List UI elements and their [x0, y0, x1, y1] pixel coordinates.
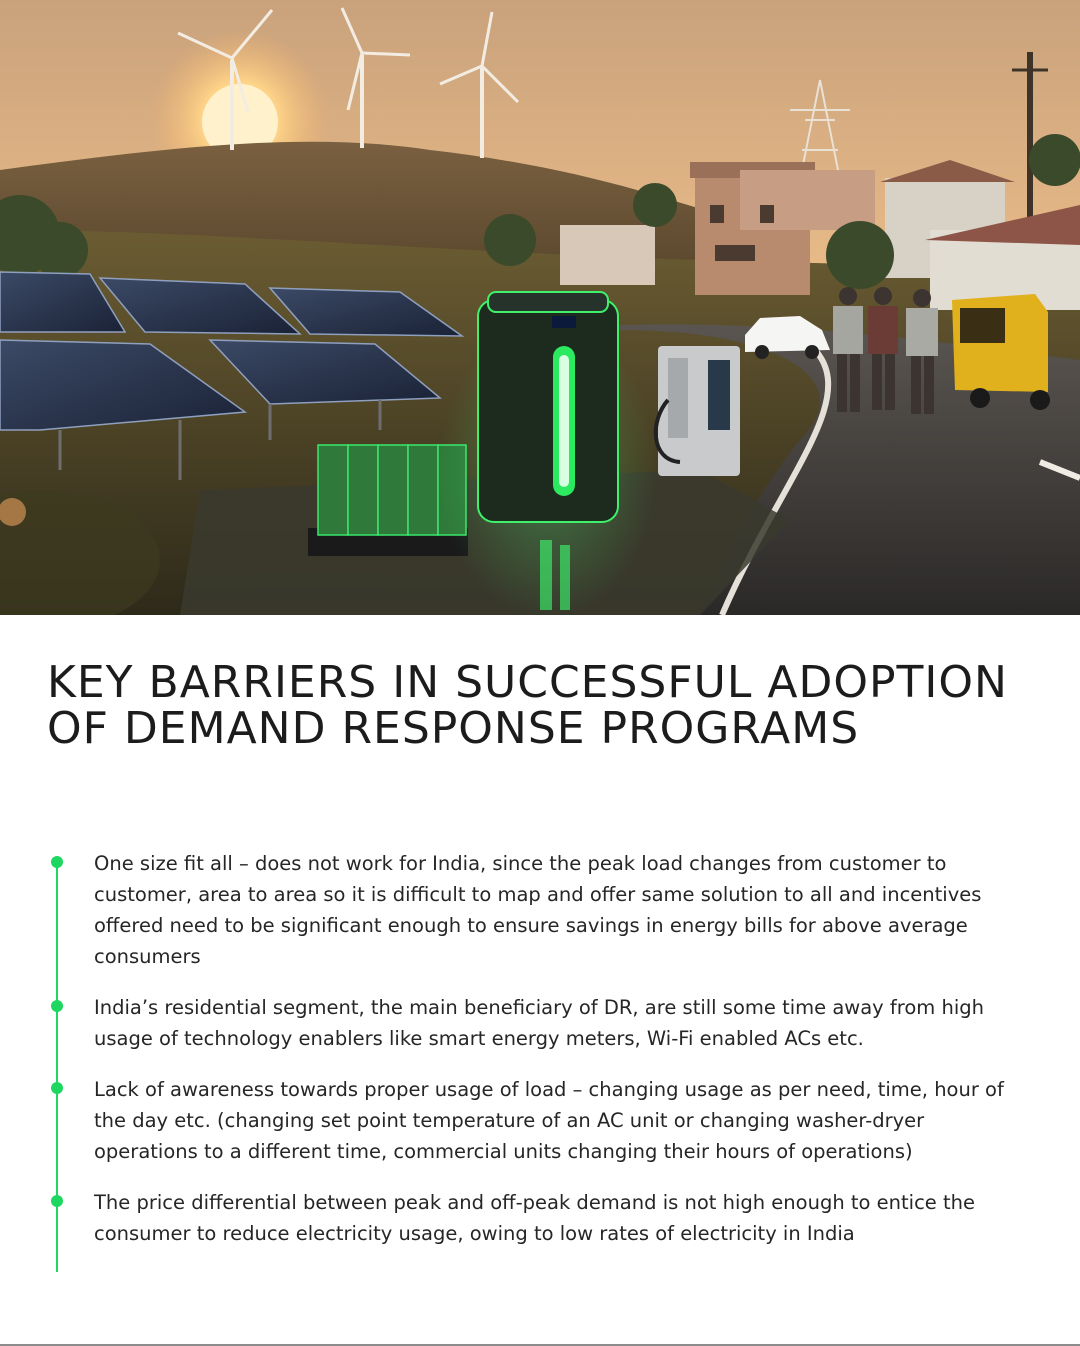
bullet-dot-icon	[51, 1000, 63, 1012]
bullet-dot-icon	[51, 1082, 63, 1094]
barrier-list	[48, 848, 1028, 1249]
bullet-dot-icon	[51, 1195, 63, 1207]
hero-image	[0, 0, 1080, 615]
list-item	[48, 848, 1028, 972]
renewable-energy-scene-illustration	[0, 0, 1080, 615]
list-item-text: India’s residential segment, the main beneficiary of DR, are still some time away from high usage of technology enablers like smart energy meters, Wi-Fi enabled ACs etc.	[94, 996, 985, 1050]
list-item	[48, 1074, 1028, 1167]
bullet-dot-icon	[51, 856, 63, 868]
list-item-text: The price differential between peak and off-peak demand is not high enough to entice the consumer to reduce electricity usage, owing to low rates of electricity in India	[94, 1191, 976, 1245]
list-item	[48, 1187, 1028, 1249]
list-item	[48, 992, 1028, 1054]
list-item-text: One size fit all – does not work for India, since the peak load changes from customer to customer, area to area so it is difficult to map and offer same solution to all and incentives offered need to be significant enough to ensure savings in energy bills for above average consumers	[94, 852, 982, 968]
page-title: KEY BARRIERS IN SUCCESSFUL ADOPTION OF DEMAND RESPONSE PROGRAMS	[47, 657, 1008, 754]
list-item-text: Lack of awareness towards proper usage of load – changing usage as per need, time, hour of the day etc. (changing set point temperature of an AC unit or changing washer-dryer operations to a different time, commercial units changing their hours of operations)	[94, 1078, 1004, 1163]
